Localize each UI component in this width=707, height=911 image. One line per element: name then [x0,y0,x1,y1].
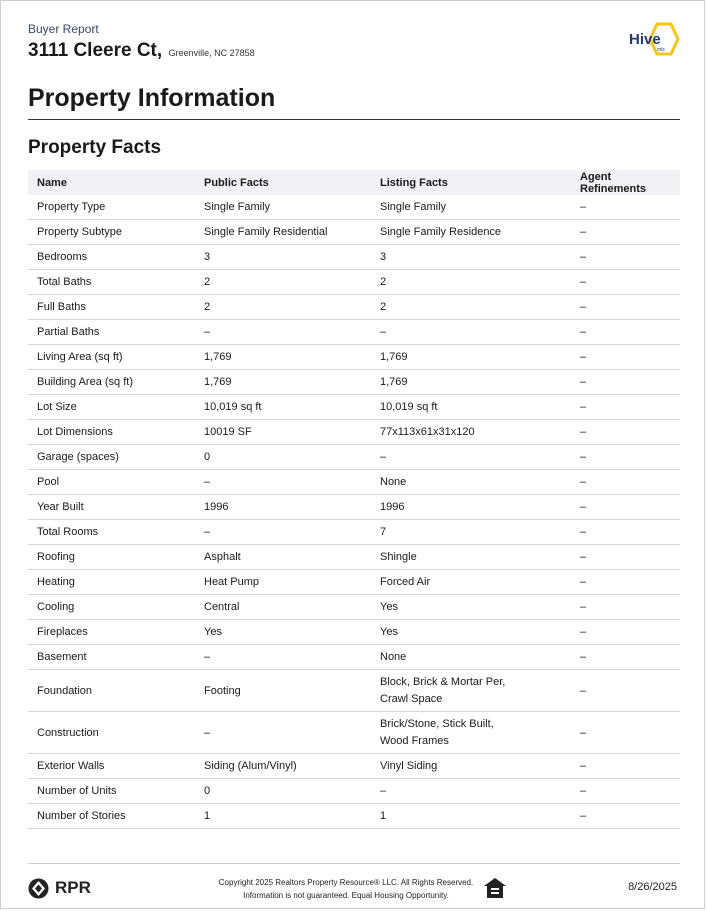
listing-fact-cell: None [371,645,571,670]
fact-name-cell: Basement [28,645,195,670]
listing-fact-cell: – [371,779,571,804]
fact-name-cell: Number of Stories [28,804,195,829]
agent-refinement-cell: – [571,470,680,495]
fact-name-cell: Foundation [28,670,195,712]
header-agent-refinements: Agent Refinements [571,170,680,195]
listing-fact-cell [371,670,571,712]
fact-name-cell: Construction [28,712,195,754]
fact-name-cell: Total Baths [28,270,195,295]
public-fact-cell: 0 [195,445,371,470]
agent-refinement-cell: – [571,545,680,570]
subsection-title: Property Facts [28,137,162,158]
fact-name-cell: Property Subtype [28,220,195,245]
fact-name-cell: Living Area (sq ft) [28,345,195,370]
public-fact-cell: 1 [195,804,371,829]
table-row [28,470,680,495]
fact-name-cell: Lot Dimensions [28,420,195,445]
agent-refinement-cell: – [571,195,680,220]
agent-refinement-cell: – [571,370,680,395]
table-row [28,645,680,670]
table-row [28,754,680,779]
fact-name-cell: Partial Baths [28,320,195,345]
agent-refinement-cell: – [571,520,680,545]
fact-name-cell: Exterior Walls [28,754,195,779]
rpr-mark-icon [28,878,49,899]
listing-fact-cell: Vinyl Siding [371,754,571,779]
hive-mls-logo [627,21,681,61]
table-row [28,670,680,712]
table-header-row [28,170,680,195]
svg-text:Hive: Hive [629,31,661,48]
cell-line: Brick/Stone, Stick Built, [380,717,494,730]
report-type-label: Buyer Report [28,22,99,36]
agent-refinement-cell: – [571,395,680,420]
listing-fact-cell: 2 [371,270,571,295]
fact-name-cell: Bedrooms [28,245,195,270]
report-date: 8/26/2025 [628,881,677,893]
public-fact-cell: 0 [195,779,371,804]
table-row [28,712,680,754]
agent-refinement-cell: – [571,620,680,645]
public-fact-cell: 2 [195,295,371,320]
agent-refinement-cell: – [571,495,680,520]
table-row [28,779,680,804]
table-row [28,395,680,420]
public-fact-cell: Siding (Alum/Vinyl) [195,754,371,779]
header-listing-facts: Listing Facts [371,170,571,195]
fact-name-cell: Number of Units [28,779,195,804]
agent-refinement-cell: – [571,712,680,754]
listing-fact-cell: 1 [371,804,571,829]
public-fact-cell: 3 [195,245,371,270]
public-fact-cell: Footing [195,670,371,712]
table-row [28,270,680,295]
listing-fact-cell: Yes [371,620,571,645]
table-row [28,220,680,245]
public-fact-cell: Heat Pump [195,570,371,595]
table-row [28,320,680,345]
listing-fact-cell: 2 [371,295,571,320]
agent-refinement-cell: – [571,645,680,670]
agent-refinement-cell: – [571,270,680,295]
equal-housing-icon [483,877,507,904]
rpr-wordmark: RPR [55,878,91,897]
public-fact-cell: 1996 [195,495,371,520]
agent-refinement-cell: – [571,779,680,804]
fact-name-cell: Year Built [28,495,195,520]
listing-fact-cell: 10,019 sq ft [371,395,571,420]
public-fact-cell: Single Family [195,195,371,220]
listing-fact-cell [371,712,571,754]
cell-line: Crawl Space [380,692,443,705]
listing-fact-cell: Forced Air [371,570,571,595]
fact-name-cell: Cooling [28,595,195,620]
agent-refinement-cell: – [571,595,680,620]
agent-refinement-cell: – [571,345,680,370]
fact-name-cell: Pool [28,470,195,495]
fact-name-cell: Full Baths [28,295,195,320]
agent-refinement-cell: – [571,754,680,779]
fact-name-cell: Roofing [28,545,195,570]
listing-fact-cell: Yes [371,595,571,620]
table-row [28,520,680,545]
public-fact-cell: – [195,645,371,670]
listing-fact-cell: 3 [371,245,571,270]
fact-name-cell: Building Area (sq ft) [28,370,195,395]
city-state-zip: Greenville, NC 27858 [168,48,255,58]
property-facts-table [28,170,680,829]
table-row [28,195,680,220]
fact-name-cell: Heating [28,570,195,595]
public-fact-cell: 1,769 [195,370,371,395]
copyright-notice [201,876,491,902]
table-row [28,245,680,270]
table-body [28,195,680,829]
table-row [28,370,680,395]
public-fact-cell: – [195,320,371,345]
agent-refinement-cell: – [571,445,680,470]
agent-refinement-cell: – [571,220,680,245]
public-fact-cell: Asphalt [195,545,371,570]
table-row [28,495,680,520]
cell-line: Wood Frames [380,734,449,747]
public-fact-cell: 2 [195,270,371,295]
listing-fact-cell: – [371,445,571,470]
property-address [28,40,255,62]
table-row [28,295,680,320]
copyright-line: Copyright 2025 Realtors Property Resource® LLC. All Rights Reserved. [218,878,474,887]
table-row [28,420,680,445]
listing-fact-cell: 1,769 [371,370,571,395]
public-fact-cell: Central [195,595,371,620]
public-fact-cell: – [195,470,371,495]
agent-refinement-cell: – [571,245,680,270]
fact-name-cell: Fireplaces [28,620,195,645]
agent-refinement-cell: – [571,295,680,320]
fact-name-cell: Property Type [28,195,195,220]
listing-fact-cell: 1996 [371,495,571,520]
table-row [28,620,680,645]
fact-name-cell: Lot Size [28,395,195,420]
fact-name-cell: Garage (spaces) [28,445,195,470]
header-name: Name [28,170,195,195]
agent-refinement-cell: – [571,320,680,345]
public-fact-cell: – [195,712,371,754]
agent-refinement-cell: – [571,670,680,712]
public-fact-cell: – [195,520,371,545]
svg-text:mls: mls [657,47,665,53]
fact-name-cell: Total Rooms [28,520,195,545]
listing-fact-cell: None [371,470,571,495]
table-row [28,445,680,470]
agent-refinement-cell: – [571,420,680,445]
section-divider [28,119,680,120]
rpr-logo [28,876,91,900]
public-fact-cell: 1,769 [195,345,371,370]
public-fact-cell: Single Family Residential [195,220,371,245]
header-public-facts: Public Facts [195,170,371,195]
public-fact-cell: 10,019 sq ft [195,395,371,420]
agent-refinement-cell: – [571,570,680,595]
agent-refinement-cell: – [571,804,680,829]
cell-line: Block, Brick & Mortar Per, [380,675,506,688]
listing-fact-cell: 77x113x61x31x120 [371,420,571,445]
listing-fact-cell: – [371,320,571,345]
public-fact-cell: 10019 SF [195,420,371,445]
street-address: 3111 Cleere Ct, [28,40,163,61]
listing-fact-cell: Shingle [371,545,571,570]
listing-fact-cell: 1,769 [371,345,571,370]
table-row [28,545,680,570]
section-title: Property Information [28,84,276,112]
footer-divider [28,863,680,864]
public-fact-cell: Yes [195,620,371,645]
disclaimer-line: Information is not guaranteed. Equal Housing Opportunity. [243,891,449,900]
listing-fact-cell: Single Family [371,195,571,220]
listing-fact-cell: Single Family Residence [371,220,571,245]
table-row [28,345,680,370]
table-row [28,804,680,829]
table-row [28,570,680,595]
listing-fact-cell: 7 [371,520,571,545]
table-row [28,595,680,620]
